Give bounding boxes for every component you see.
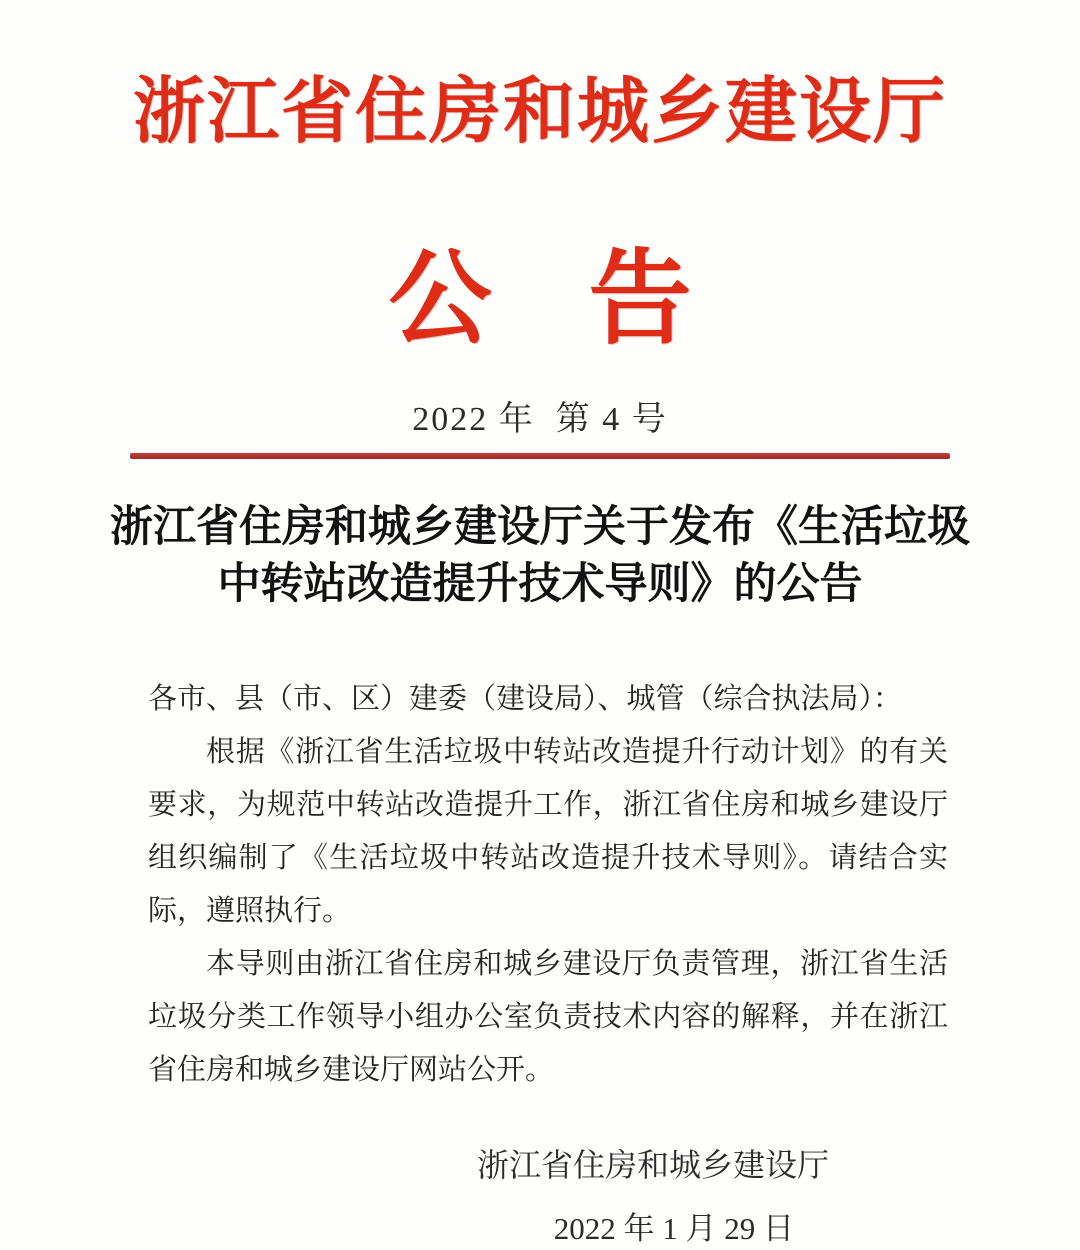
body-paragraph-2-line-3: 省住房和城乡建设厅网站公开。 bbox=[148, 1054, 555, 1086]
body-paragraph-1-line-4: 际，遵照执行。 bbox=[148, 895, 352, 927]
body-paragraph-2-line-1: 本导则由浙江省住房和城乡建设厅负责管理，浙江省生活 bbox=[206, 948, 948, 980]
document-title-line-1: 浙江省住房和城乡建设厅关于发布《生活垃圾 bbox=[110, 504, 970, 551]
document-body bbox=[148, 673, 948, 1097]
issue-number: 2022 年 第 4 号 bbox=[412, 401, 668, 438]
notice-title-char-gong: 公 bbox=[388, 243, 492, 357]
signature-org: 浙江省住房和城乡建设厅 bbox=[476, 1147, 829, 1183]
document-title-line-2: 中转站改造提升技术导则》的公告 bbox=[217, 561, 863, 608]
body-salutation-line: 各市、县（市、区）建委（建设局）、城管（综合执法局）： bbox=[148, 683, 903, 715]
signature-date: 2022 年 1 月 29 日 bbox=[553, 1211, 794, 1246]
body-paragraph-1-line-2: 要求，为规范中转站改造提升工作，浙江省住房和城乡建设厅 bbox=[148, 789, 948, 821]
issuing-org-header: 浙江省住房和城乡建设厅 bbox=[132, 72, 947, 152]
body-paragraph-1-line-3: 组织编制了《生活垃圾中转站改造提升技术导则》。请结合实 bbox=[148, 842, 948, 874]
body-paragraph-1-line-1: 根据《浙江省生活垃圾中转站改造提升行动计划》的有关 bbox=[206, 736, 948, 768]
red-divider-line bbox=[130, 453, 950, 459]
notice-title bbox=[0, 244, 1080, 356]
body-paragraph-2-line-2: 垃圾分类工作领导小组办公室负责技术内容的解释，并在浙江 bbox=[148, 1001, 948, 1033]
document-title bbox=[0, 499, 1080, 613]
notice-title-char-gao: 告 bbox=[588, 243, 692, 357]
